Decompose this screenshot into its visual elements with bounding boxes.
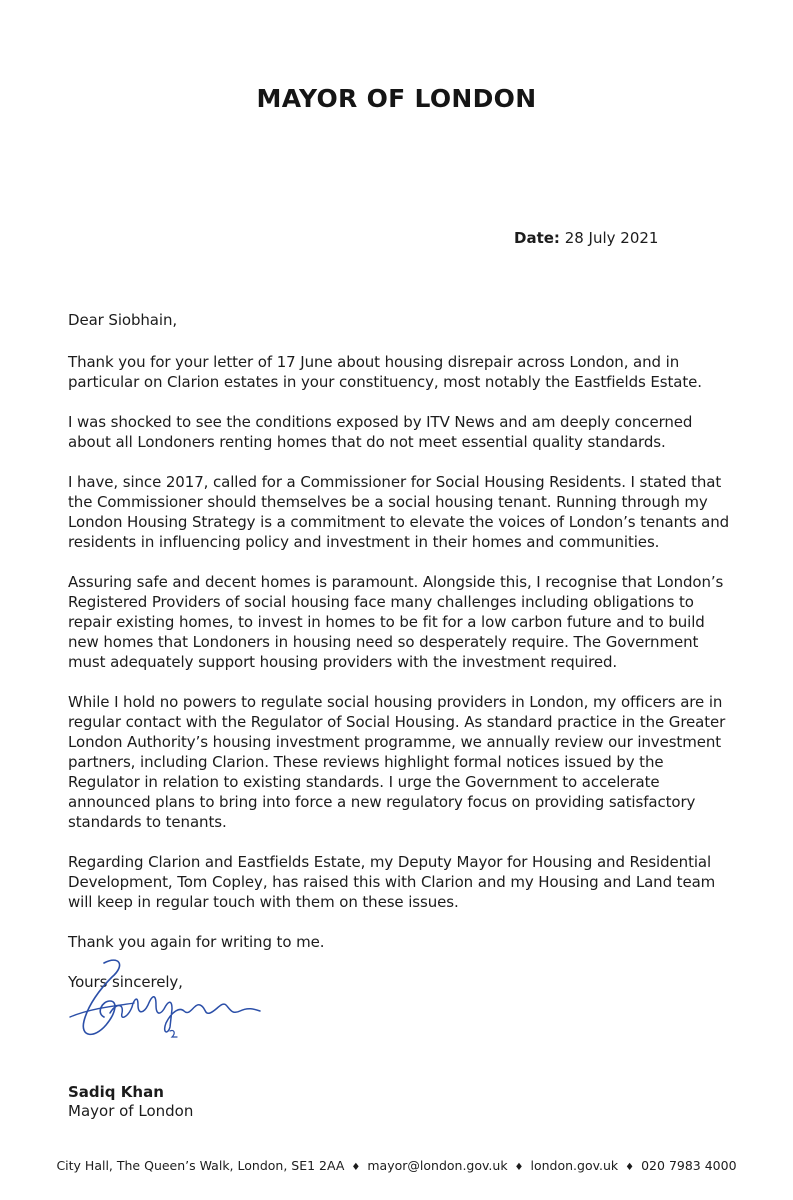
handwritten-signature — [64, 955, 264, 1055]
diamond-separator-icon: ♦ — [514, 1162, 524, 1173]
paragraph-5: While I hold no powers to regulate social housing providers in London, my officers are in regular contact with the Regulator of Social Housing. As standard practice in the Greater London Authority’s housing investment programme, we annually review our investment partners, including Clarion. These reviews highlight formal notices issued by the Regulator in relation to existing standards. I urge the Government to accelerate announced plans to bring into force a new regulatory focus on providing satisfactory standards to tenants. — [68, 693, 726, 831]
footer-email: mayor@london.gov.uk — [367, 1158, 508, 1173]
footer-website: london.gov.uk — [530, 1158, 619, 1173]
paragraph-1: Thank you for your letter of 17 June about housing disrepair across London, and in particular on Clarion estates in your constituency, most notably the Eastfields Estate. — [68, 353, 702, 391]
date-label: Date: — [514, 229, 560, 247]
footer-address: City Hall, The Queen’s Walk, London, SE1 2AA — [56, 1158, 345, 1173]
footer-phone: 020 7983 4000 — [641, 1158, 737, 1173]
paragraph-6: Regarding Clarion and Eastfields Estate, my Deputy Mayor for Housing and Residential Development, Tom Copley, has raised this with Clarion and my Housing and Land team will keep in regular touch with them on these issues. — [68, 853, 716, 911]
footer-contact — [0, 1157, 793, 1177]
paragraph-2: I was shocked to see the conditions exposed by ITV News and am deeply concerned about all Londoners renting homes that do not meet essential quality standards. — [68, 413, 693, 451]
date-value: 28 July 2021 — [564, 229, 659, 247]
paragraph-7: Thank you again for writing to me. — [68, 933, 325, 951]
paragraph-3: I have, since 2017, called for a Commissioner for Social Housing Residents. I stated that the Commissioner should themselves be a social housing tenant. Running through my London Housing Strategy is a commitment to elevate the voices of London’s tenants and residents in influencing policy and investment in their homes and communities. — [68, 473, 730, 551]
diamond-separator-icon: ♦ — [351, 1162, 361, 1173]
letterhead-title: MAYOR OF LONDON — [256, 84, 537, 113]
salutation: Dear Siobhain, — [68, 311, 178, 329]
signatory-title: Mayor of London — [68, 1102, 194, 1120]
paragraph-4: Assuring safe and decent homes is paramount. Alongside this, I recognise that London’s Registered Providers of social housing face many challenges including obligations to repair existing homes, to invest in homes to be fit for a low carbon future and to build new homes that Londoners in housing need so desperately require. The Government must adequately support housing providers with the investment required. — [68, 573, 724, 671]
letter-body — [68, 310, 736, 1012]
diamond-separator-icon: ♦ — [625, 1162, 635, 1173]
signatory-name: Sadiq Khan — [68, 1083, 164, 1101]
letter-date — [514, 228, 658, 248]
closing: Yours sincerely, — [68, 973, 183, 991]
